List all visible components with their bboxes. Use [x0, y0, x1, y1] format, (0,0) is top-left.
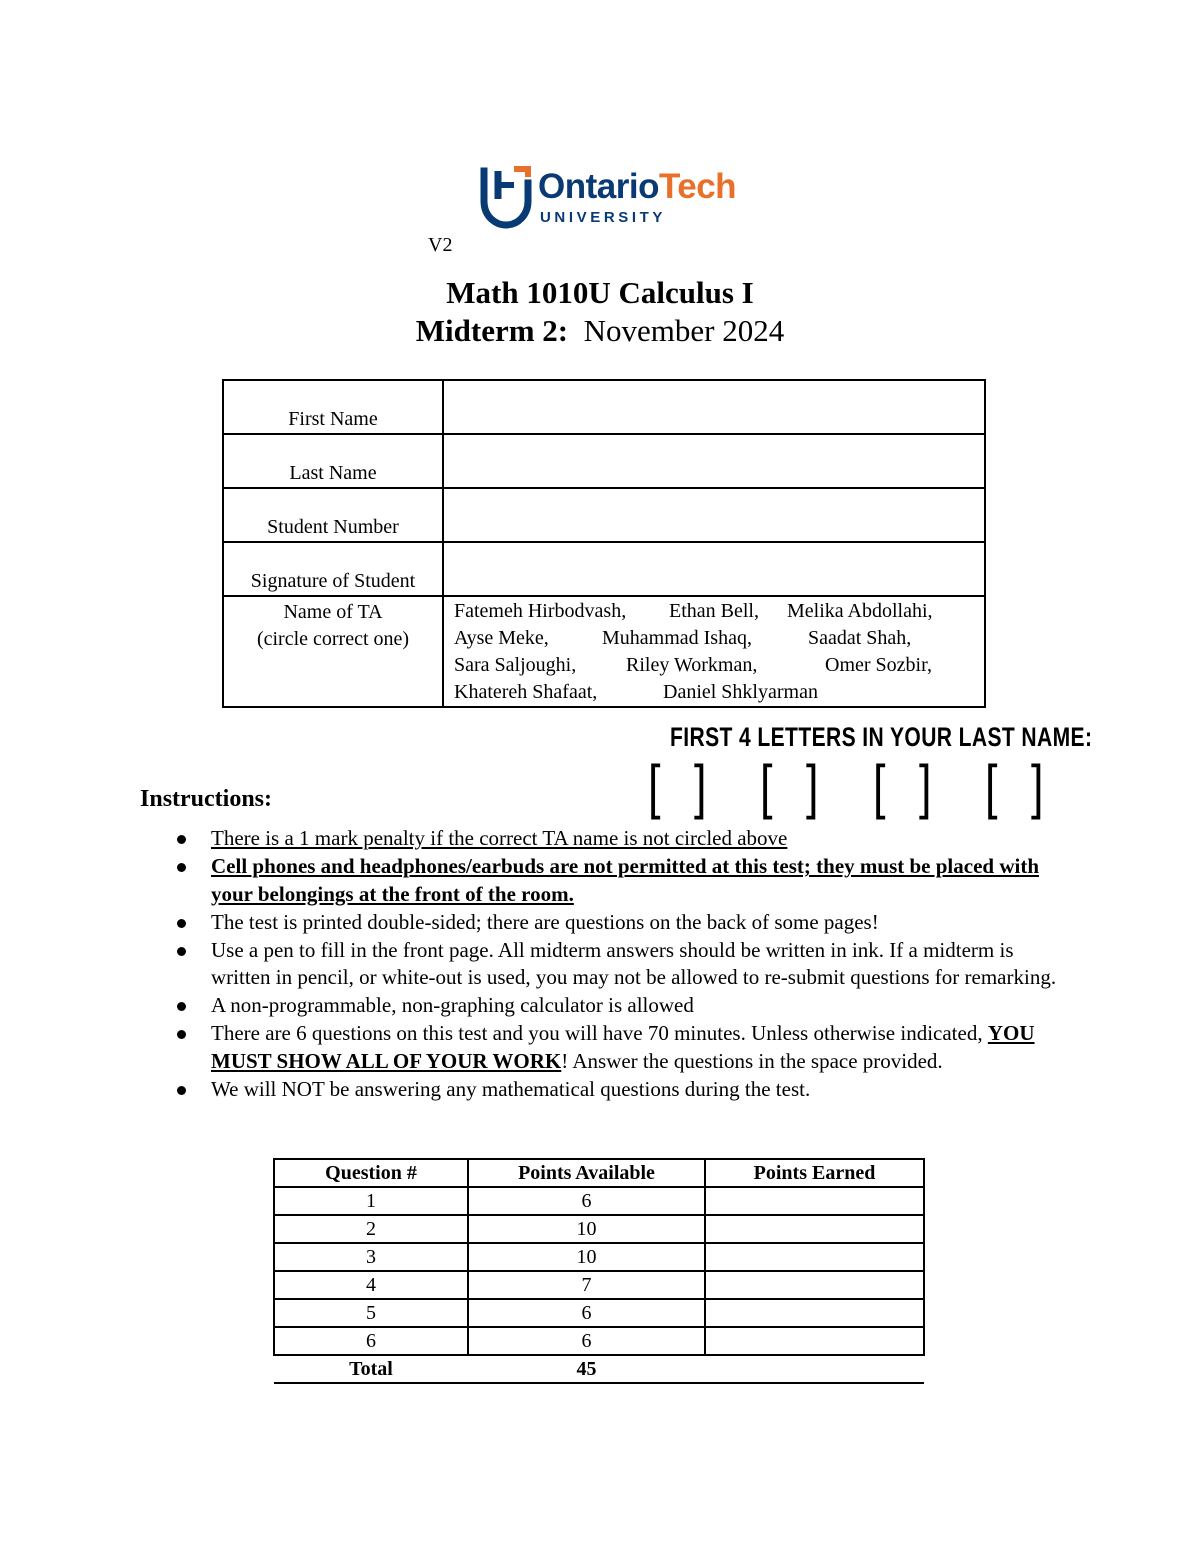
points-earned	[705, 1187, 924, 1215]
last-name-letters-title: FIRST 4 LETTERS IN YOUR LAST NAME:	[670, 722, 1093, 752]
instructions-heading: Instructions:	[140, 786, 273, 812]
university-logo	[480, 165, 750, 229]
ta-name[interactable]: Muhammad Ishaq,	[602, 627, 752, 649]
calculator-rule: A non-programmable, non-graphing calculator is allowed	[211, 993, 694, 1017]
ta-line	[454, 652, 984, 679]
last-name-field[interactable]	[443, 434, 985, 488]
points-earned	[705, 1215, 924, 1243]
ta-line	[454, 679, 984, 706]
ta-name[interactable]: Daniel Shklyarman	[663, 681, 818, 703]
table-row	[274, 1243, 924, 1271]
ta-name[interactable]: Saadat Shah,	[808, 627, 912, 649]
table-row	[274, 1215, 924, 1243]
ta-penalty-note: There is a 1 mark penalty if the correct TA name is not circled above	[211, 826, 788, 850]
exam-version: V2	[428, 234, 453, 256]
instruction-item	[174, 909, 1064, 937]
question-number: 6	[274, 1327, 468, 1355]
instruction-item	[174, 1076, 1064, 1104]
letter-box-4-close: ]	[1031, 753, 1044, 820]
letter-box-1-close: ]	[694, 753, 707, 820]
points-available: 10	[468, 1215, 705, 1243]
question-number: 1	[274, 1187, 468, 1215]
points-earned	[705, 1299, 924, 1327]
logo-subtitle: UNIVERSITY	[540, 209, 667, 226]
table-row	[274, 1271, 924, 1299]
signature-field[interactable]	[443, 542, 985, 596]
table-row	[274, 1299, 924, 1327]
points-earned	[705, 1327, 924, 1355]
points-available: 6	[468, 1187, 705, 1215]
questions-note: There are 6 questions on this test and you will have 70 minutes. Unless otherwise indicated,	[211, 1021, 988, 1045]
letter-box-1-open: [	[648, 753, 661, 820]
total-earned	[705, 1355, 924, 1383]
header-points-available: Points Available	[468, 1159, 705, 1187]
first-name-label: First Name	[223, 380, 443, 434]
ta-label-hint: (circle correct one)	[256, 628, 410, 650]
table-row	[274, 1327, 924, 1355]
ta-name[interactable]: Sara Saljoughi,	[454, 654, 577, 676]
exam-date: November 2024	[583, 313, 785, 348]
ta-name[interactable]: Melika Abdollahi,	[787, 600, 933, 622]
ta-label-line: Name of TA	[283, 601, 383, 623]
last-name-label: Last Name	[223, 434, 443, 488]
logo-wordmark: OntarioTech	[538, 167, 737, 206]
student-info-table	[222, 379, 986, 708]
instruction-item	[174, 937, 1064, 992]
letter-box-3-close: ]	[919, 753, 932, 820]
exam-title	[0, 313, 1200, 349]
info-row-student-number	[223, 488, 985, 542]
points-available: 7	[468, 1271, 705, 1299]
letter-box-2-open: [	[760, 753, 773, 820]
info-row-signature	[223, 542, 985, 596]
student-number-field[interactable]	[443, 488, 985, 542]
question-number: 3	[274, 1243, 468, 1271]
points-available: 6	[468, 1299, 705, 1327]
question-number: 5	[274, 1299, 468, 1327]
last-name-letter-boxes	[648, 752, 1058, 822]
ta-name[interactable]: Riley Workman,	[626, 654, 758, 676]
ta-line	[454, 625, 984, 652]
pen-rule: Use a pen to fill in the front page. All midterm answers should be written in ink. If a midterm is written in pencil, or white-out is used, you may not be allowed to re-submit questions for remarking.	[211, 937, 1057, 989]
points-header-row	[274, 1159, 924, 1187]
ta-names	[443, 596, 985, 707]
points-available: 6	[468, 1327, 705, 1355]
no-math-questions-note: We will NOT be answering any mathematical questions during the test.	[211, 1076, 811, 1101]
points-table	[273, 1158, 925, 1384]
header-points-earned: Points Earned	[705, 1159, 924, 1187]
signature-label: Signature of Student	[223, 542, 443, 596]
points-earned	[705, 1271, 924, 1299]
ta-name[interactable]: Omer Sozbir,	[825, 654, 932, 676]
instruction-item	[174, 1020, 1064, 1075]
total-value: 45	[468, 1355, 705, 1383]
points-available: 10	[468, 1243, 705, 1271]
instruction-item	[174, 853, 1064, 908]
questions-note-end: ! Answer the questions in the space provided.	[561, 1048, 943, 1073]
table-row	[274, 1187, 924, 1215]
shield-logo-icon	[480, 165, 532, 229]
letter-box-3-open: [	[873, 753, 886, 820]
total-label: Total	[274, 1355, 468, 1383]
points-earned	[705, 1243, 924, 1271]
phones-rule: Cell phones and headphones/earbuds are not permitted at this test; they must be placed with your belongings at the front of the room.	[211, 854, 1039, 906]
course-title: Math 1010U Calculus I	[446, 275, 754, 310]
header-question: Question #	[274, 1159, 468, 1187]
instruction-item	[174, 992, 1064, 1020]
first-name-field[interactable]	[443, 380, 985, 434]
letter-box-4-open: [	[985, 753, 998, 820]
ta-name[interactable]: Ethan Bell,	[669, 600, 759, 622]
ta-label	[223, 596, 443, 707]
show-work-emphasis: YOU MUST SHOW ALL OF YOUR WORK	[211, 1021, 1035, 1073]
letter-box-2-close: ]	[806, 753, 819, 820]
question-number: 2	[274, 1215, 468, 1243]
ta-name[interactable]: Fatemeh Hirbodvash,	[454, 600, 627, 622]
total-row	[274, 1355, 924, 1383]
instruction-item	[174, 825, 1064, 853]
info-row-ta	[223, 596, 985, 707]
instructions-list	[174, 825, 1064, 1104]
info-row-last-name	[223, 434, 985, 488]
student-number-label: Student Number	[223, 488, 443, 542]
exam-label: Midterm 2:	[415, 313, 569, 348]
ta-name[interactable]: Ayse Meke,	[454, 627, 549, 649]
ta-line	[454, 598, 984, 625]
info-row-first-name	[223, 380, 985, 434]
question-number: 4	[274, 1271, 468, 1299]
ta-name[interactable]: Khatereh Shafaat,	[454, 681, 598, 703]
double-sided-note: The test is printed double-sided; there are questions on the back of some pages!	[211, 909, 879, 934]
